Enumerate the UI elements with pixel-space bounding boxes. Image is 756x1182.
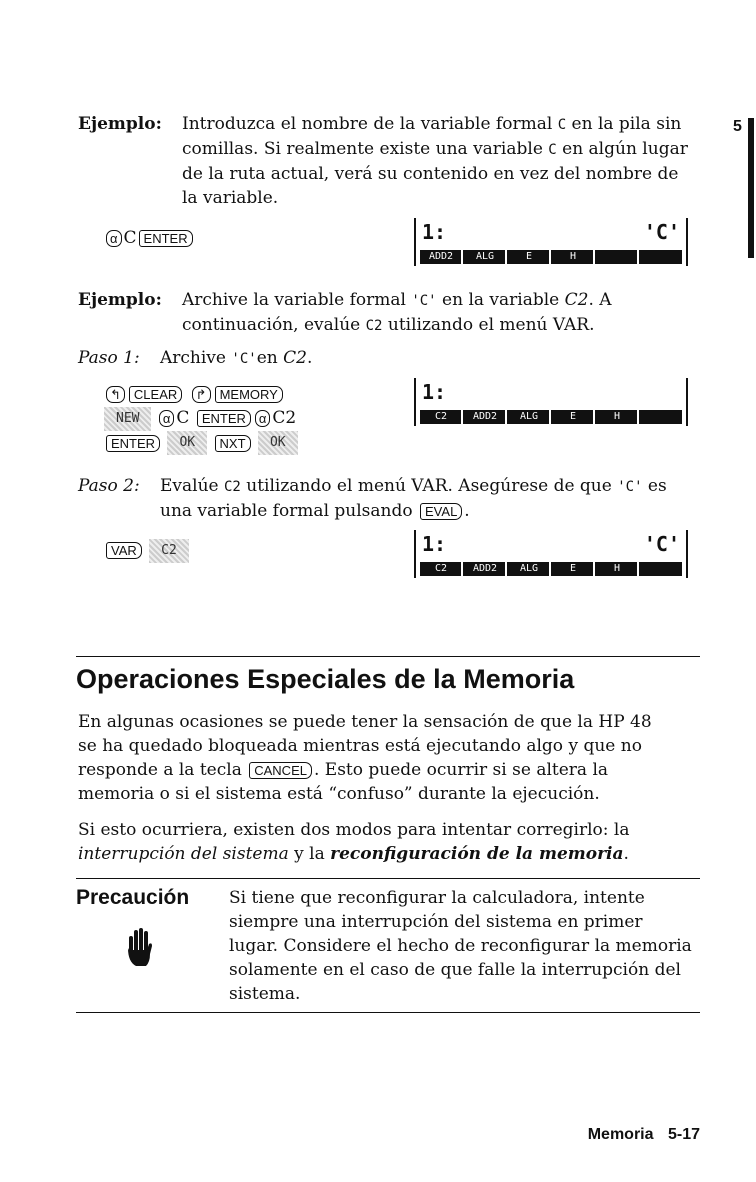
keystroke-row-3 xyxy=(104,431,298,456)
hand-stop-icon xyxy=(126,928,154,968)
memory-key: MEMORY xyxy=(215,386,283,403)
footer-page: 5-17 xyxy=(667,1126,700,1143)
ok-menu-key: OK xyxy=(167,431,207,455)
text: . xyxy=(623,844,629,864)
calc-screen-3 xyxy=(414,530,688,578)
step2-label: Paso 2: xyxy=(78,476,140,496)
example1-line-1 xyxy=(182,112,702,137)
footer xyxy=(588,1126,700,1144)
clear-key: CLEAR xyxy=(129,386,182,403)
example1-line-2-b: en algún lugar xyxy=(556,139,688,159)
keystroke-row-2 xyxy=(104,406,298,431)
text: Archive xyxy=(160,348,232,368)
stack-value: 'C' xyxy=(643,532,680,556)
step2-keystrokes xyxy=(104,538,189,563)
menu-label: H xyxy=(553,250,595,264)
code: 'C' xyxy=(231,351,257,367)
new-menu-key: NEW xyxy=(104,407,151,431)
section-title: Operaciones Especiales de la Memoria xyxy=(76,664,575,694)
step2-line-2 xyxy=(160,499,710,523)
menu-bar xyxy=(420,250,682,264)
left-shift-icon: ↰ xyxy=(106,386,125,403)
step1-keystrokes xyxy=(104,382,298,455)
alpha-key: α xyxy=(106,230,122,247)
menu-label xyxy=(597,250,639,264)
enter-key: ENTER xyxy=(197,410,251,427)
right-shift-icon: ↱ xyxy=(192,386,211,403)
example1-line-4: la variable. xyxy=(182,188,279,208)
text: y la xyxy=(288,844,331,864)
caution-line-2: siempre una interrupción del sistema en primer xyxy=(229,912,643,932)
step1-label: Paso 1: xyxy=(78,348,140,368)
enter-key: ENTER xyxy=(139,230,193,247)
typed-text: C2 xyxy=(272,408,297,428)
example1-keystrokes xyxy=(104,226,195,250)
text: Archive la variable formal xyxy=(182,290,412,310)
text: . xyxy=(464,501,470,521)
stack-value: 'C' xyxy=(643,220,680,244)
caution-rule-top xyxy=(76,878,700,879)
code: C2 xyxy=(224,479,241,495)
eval-key: EVAL xyxy=(420,503,462,520)
menu-label xyxy=(641,562,681,576)
section-paragraph-1 xyxy=(78,710,698,806)
example1-label: Ejemplo: xyxy=(78,114,162,134)
example2-line-1 xyxy=(182,288,702,313)
letter-c: C xyxy=(176,408,190,428)
text: responde a la tecla xyxy=(78,760,242,780)
menu-label: ADD2 xyxy=(465,410,507,424)
text: interrupción del sistema xyxy=(78,844,289,864)
menu-label: ALG xyxy=(465,250,507,264)
menu-label: ALG xyxy=(509,410,551,424)
keystroke-row-1 xyxy=(104,382,298,406)
example1-line-3: de la ruta actual, verá su contenido en vez del nombre de xyxy=(182,164,679,184)
text: utilizando el menú VAR. Asegúrese de que xyxy=(240,476,618,496)
var-name: C2 xyxy=(564,290,589,310)
menu-bar xyxy=(420,410,682,424)
menu-label: ALG xyxy=(509,562,551,576)
step2-text xyxy=(160,474,710,523)
calc-screen-2 xyxy=(414,378,688,426)
p1-line-2: se ha quedado bloqueada mientras está ejecutando algo y que no xyxy=(78,736,642,756)
menu-label xyxy=(641,410,681,424)
stack-level: 1: xyxy=(422,220,447,244)
caution-line-3: lugar. Considere el hecho de reconfigurar la memoria xyxy=(229,936,692,956)
chapter-tab-number: 5 xyxy=(733,118,742,135)
example1-line-1-a: Introduzca el nombre de la variable formal xyxy=(182,114,558,134)
caution-title: Precaución xyxy=(76,886,190,909)
p2-line-1: Si esto ocurriera, existen dos modos para intentar corregirlo: la xyxy=(78,820,630,840)
menu-label: E xyxy=(553,410,595,424)
cancel-key: CANCEL xyxy=(249,762,312,779)
text: . Esto puede ocurrir si se altera la xyxy=(313,760,609,780)
var-name: C2 xyxy=(283,348,307,368)
example2-label: Ejemplo: xyxy=(78,290,162,310)
menu-bar xyxy=(420,562,682,576)
section-paragraph-2 xyxy=(78,818,698,866)
code: 'C' xyxy=(411,293,437,309)
caution-line-5: sistema. xyxy=(229,984,301,1004)
letter-c: C xyxy=(123,228,137,248)
var-key: VAR xyxy=(106,542,142,559)
p2-line-2 xyxy=(78,842,698,866)
example2-line-2 xyxy=(182,313,702,338)
menu-label: ADD2 xyxy=(465,562,507,576)
menu-label: H xyxy=(597,562,639,576)
text: es xyxy=(642,476,667,496)
example1-text xyxy=(182,112,702,210)
example1-line-2-a: comillas. Si realmente existe una variable xyxy=(182,139,549,159)
stack-level: 1: xyxy=(422,532,447,556)
caution-text xyxy=(229,886,699,1006)
text: reconfiguración de la memoria xyxy=(330,844,624,864)
example1-line-1-code: C xyxy=(557,117,567,133)
ok-menu-key: OK xyxy=(258,431,298,455)
nxt-key: NXT xyxy=(215,435,251,452)
code: 'C' xyxy=(617,479,643,495)
chapter-tab-bar xyxy=(748,118,754,258)
enter-key: ENTER xyxy=(106,435,160,452)
example1-line-2 xyxy=(182,137,702,162)
p1-line-1: En algunas ocasiones se puede tener la sensación de que la HP 48 xyxy=(78,712,652,732)
text: utilizando el menú VAR. xyxy=(382,315,595,335)
text: una variable formal pulsando xyxy=(160,501,413,521)
text: . xyxy=(306,348,313,368)
stack-level: 1: xyxy=(422,380,447,404)
example1-line-1-b: en la pila sin xyxy=(566,114,682,134)
menu-label: C2 xyxy=(421,562,463,576)
c2-menu-key: C2 xyxy=(149,539,189,563)
text: Evalúe xyxy=(160,476,224,496)
alpha-key: α xyxy=(159,410,175,427)
caution-rule-bottom xyxy=(76,1012,700,1013)
menu-label: E xyxy=(509,250,551,264)
menu-label: C2 xyxy=(421,410,463,424)
section-rule xyxy=(76,656,700,657)
code: C2 xyxy=(365,318,383,334)
calc-screen-1 xyxy=(414,218,688,266)
example1-line-2-code: C xyxy=(548,142,557,158)
text: . A xyxy=(588,290,612,310)
text: continuación, evalúe xyxy=(182,315,366,335)
caution-line-4: solamente en el caso de que falle la interrupción del xyxy=(229,960,681,980)
text: en xyxy=(256,348,284,368)
example2-text xyxy=(182,288,702,338)
step2-line-1 xyxy=(160,474,710,499)
menu-label: E xyxy=(553,562,595,576)
menu-label: H xyxy=(597,410,639,424)
caution-line-1: Si tiene que reconfigurar la calculadora, intente xyxy=(229,888,645,908)
p1-line-4: memoria o si el sistema está “confuso” durante la ejecución. xyxy=(78,784,600,804)
alpha-key: α xyxy=(255,410,271,427)
p1-line-3 xyxy=(78,758,698,782)
text: en la variable xyxy=(436,290,565,310)
menu-label xyxy=(641,250,681,264)
footer-section: Memoria xyxy=(587,1126,654,1143)
menu-label: ADD2 xyxy=(421,250,463,264)
step1-text xyxy=(160,346,312,371)
